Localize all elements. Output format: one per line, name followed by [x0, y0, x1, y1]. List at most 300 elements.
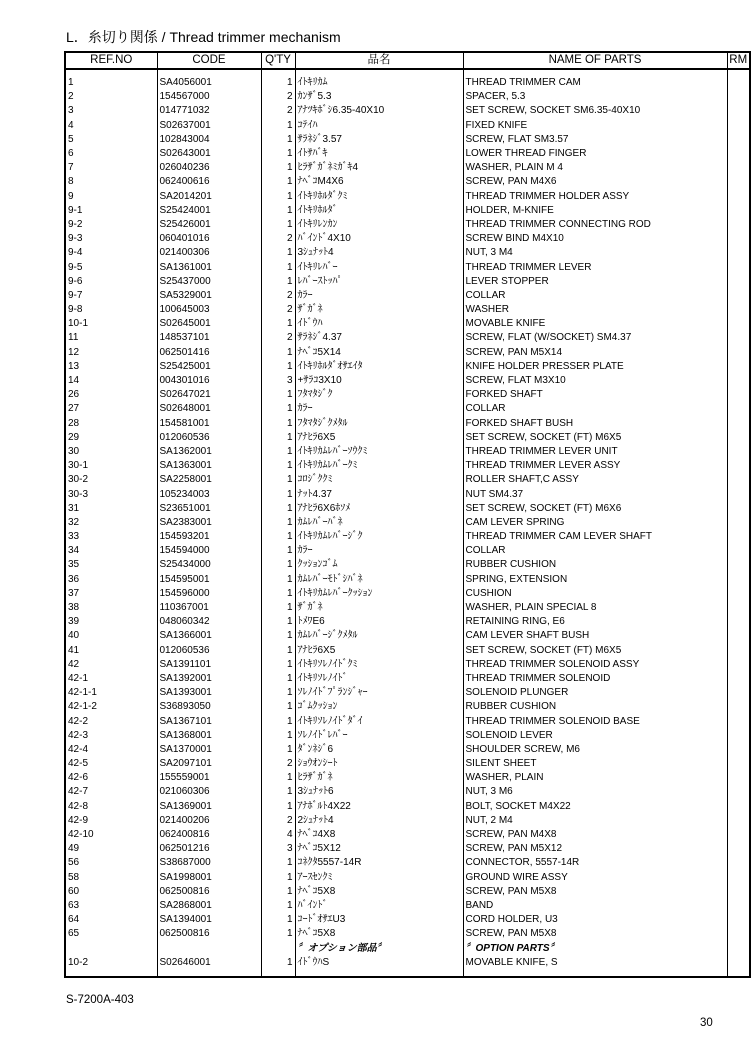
qty-cell: 1 [261, 771, 295, 785]
ref-no-cell: 9-7 [65, 289, 157, 303]
code-cell: SA5329001 [157, 289, 261, 303]
qty-cell: 1 [261, 119, 295, 133]
qty-cell: 1 [261, 785, 295, 799]
code-cell: SA1394001 [157, 913, 261, 927]
remarks-cell [727, 331, 750, 345]
qty-cell: 1 [261, 473, 295, 487]
part-name-cell: THREAD TRIMMER HOLDER ASSY [463, 190, 727, 204]
part-name-cell: NUT, 3 M4 [463, 246, 727, 260]
japanese-name-cell: ｱﾅﾋﾗ6X6ﾎｿﾒ [295, 502, 463, 516]
ref-no-cell: 28 [65, 417, 157, 431]
japanese-name-cell: ｺﾃｲﾊ [295, 119, 463, 133]
part-name-cell: SPACER, 5.3 [463, 90, 727, 104]
remarks-cell [727, 573, 750, 587]
ref-no-cell: 9-3 [65, 232, 157, 246]
japanese-name-cell: ｻﾞｶﾞﾈ [295, 303, 463, 317]
part-name-cell: LOWER THREAD FINGER [463, 147, 727, 161]
japanese-name-cell: ｶﾑﾚﾊﾞｰﾊﾞﾈ [295, 516, 463, 530]
ref-no-cell: 34 [65, 544, 157, 558]
qty-cell: 1 [261, 573, 295, 587]
ref-no-cell: 42-1 [65, 672, 157, 686]
part-name-cell: SILENT SHEET [463, 757, 727, 771]
table-row [65, 800, 750, 814]
code-cell: S25434000 [157, 558, 261, 572]
qty-cell: 1 [261, 516, 295, 530]
remarks-cell [727, 743, 750, 757]
japanese-name-cell: ｲﾄｷﾘｶﾑﾚﾊﾞｰｸﾐ [295, 459, 463, 473]
ref-no-cell: 14 [65, 374, 157, 388]
japanese-name-cell: ｶﾗｰ [295, 289, 463, 303]
remarks-cell [727, 885, 750, 899]
remarks-cell [727, 147, 750, 161]
ref-no-cell: 2 [65, 90, 157, 104]
part-name-cell: MOVABLE KNIFE [463, 317, 727, 331]
japanese-name-cell: ｱｰｽｾﾝｸﾐ [295, 871, 463, 885]
ref-no-cell: 36 [65, 573, 157, 587]
qty-cell: 1 [261, 615, 295, 629]
remarks-cell [727, 828, 750, 842]
remarks-cell [727, 672, 750, 686]
part-name-cell: CUSHION [463, 587, 727, 601]
code-cell: 100645003 [157, 303, 261, 317]
option-parts-jp-label: 〞オプション部品〞 [295, 941, 463, 955]
qty-cell: 2 [261, 104, 295, 118]
ref-no-cell: 42-1-2 [65, 700, 157, 714]
remarks-cell [727, 161, 750, 175]
code-cell: 102843004 [157, 133, 261, 147]
table-row [65, 232, 750, 246]
table-row [65, 104, 750, 118]
code-cell: SA2383001 [157, 516, 261, 530]
part-name-cell: THREAD TRIMMER LEVER UNIT [463, 445, 727, 459]
ref-no-cell: 42-3 [65, 729, 157, 743]
ref-no-cell: 30-3 [65, 487, 157, 501]
remarks-cell [727, 218, 750, 232]
part-name-cell: THREAD TRIMMER CONNECTING ROD [463, 218, 727, 232]
japanese-name-cell: ｲﾄｷﾘﾎﾙﾀﾞｵｻｴｲﾀ [295, 360, 463, 374]
code-cell: S36893050 [157, 700, 261, 714]
qty-cell: 1 [261, 417, 295, 431]
japanese-name-cell: ｲﾄｷﾘﾚﾊﾞｰ [295, 260, 463, 274]
remarks-cell [727, 856, 750, 870]
japanese-name-cell: ｱﾅﾋﾗ6X5 [295, 644, 463, 658]
table-row [65, 785, 750, 799]
japanese-name-cell: ｺﾞﾑｸｯｼｮﾝ [295, 700, 463, 714]
remarks-cell [727, 402, 750, 416]
japanese-name-cell: ﾄﾒﾜE6 [295, 615, 463, 629]
table-row [65, 388, 750, 402]
qty-cell: 1 [261, 431, 295, 445]
remarks-cell [727, 502, 750, 516]
japanese-name-cell: ｱﾅﾂｷﾎﾞｼ6.35-40X10 [295, 104, 463, 118]
qty-cell: 1 [261, 260, 295, 274]
japanese-name-cell: ｺﾈｸﾀ5557-14R [295, 856, 463, 870]
part-name-cell: SCREW BIND M4X10 [463, 232, 727, 246]
code-cell: 062500816 [157, 885, 261, 899]
part-name-cell: COLLAR [463, 544, 727, 558]
qty-cell: 1 [261, 275, 295, 289]
header-remarks: RM [727, 52, 750, 69]
code-cell: SA1393001 [157, 686, 261, 700]
code-cell: 021400206 [157, 814, 261, 828]
japanese-name-cell: 3ｼｭﾅｯﾄ4 [295, 246, 463, 260]
remarks-cell [727, 601, 750, 615]
table-row [65, 431, 750, 445]
code-cell: 062400616 [157, 175, 261, 189]
remarks-cell [727, 445, 750, 459]
qty-cell: 1 [261, 317, 295, 331]
part-name-cell: SCREW, FLAT M3X10 [463, 374, 727, 388]
table-row [65, 927, 750, 941]
qty-cell: 1 [261, 346, 295, 360]
code-cell: 155559001 [157, 771, 261, 785]
remarks-cell [727, 658, 750, 672]
japanese-name-cell: ｲﾄｷﾘﾚﾝｶﾝ [295, 218, 463, 232]
japanese-name-cell: ｻﾞｶﾞﾈ [295, 601, 463, 615]
page-number: 30 [700, 1017, 713, 1029]
ref-no-cell: 9-6 [65, 275, 157, 289]
japanese-name-cell: ｲﾄｷﾘｶﾑﾚﾊﾞｰｿｳｸﾐ [295, 445, 463, 459]
code-cell: 154595001 [157, 573, 261, 587]
ref-no-cell: 35 [65, 558, 157, 572]
qty-cell: 1 [261, 629, 295, 643]
qty-cell: 1 [261, 161, 295, 175]
code-cell: 048060342 [157, 615, 261, 629]
code-cell: 154593201 [157, 530, 261, 544]
remarks-cell [727, 714, 750, 728]
code-cell: SA2258001 [157, 473, 261, 487]
table-row [65, 629, 750, 643]
remarks-cell [727, 757, 750, 771]
ref-no-cell: 42-8 [65, 800, 157, 814]
qty-cell: 1 [261, 190, 295, 204]
qty-cell: 1 [261, 147, 295, 161]
remarks-cell [727, 360, 750, 374]
table-row [65, 516, 750, 530]
remarks-cell [727, 956, 750, 970]
part-name-cell: SCREW, PAN M5X12 [463, 842, 727, 856]
remarks-cell [727, 90, 750, 104]
part-name-cell: LEVER STOPPER [463, 275, 727, 289]
qty-cell: 1 [261, 672, 295, 686]
part-name-cell: SET SCREW, SOCKET (FT) M6X5 [463, 431, 727, 445]
part-name-cell: MOVABLE KNIFE, S [463, 956, 727, 970]
table-row [65, 90, 750, 104]
ref-no-cell [65, 941, 157, 955]
ref-no-cell: 9 [65, 190, 157, 204]
ref-no-cell: 9-8 [65, 303, 157, 317]
remarks-cell [727, 431, 750, 445]
part-name-cell: FORKED SHAFT BUSH [463, 417, 727, 431]
code-cell: S02646001 [157, 956, 261, 970]
part-name-cell: FIXED KNIFE [463, 119, 727, 133]
remarks-cell [727, 246, 750, 260]
table-row [65, 275, 750, 289]
part-name-cell: NUT SM4.37 [463, 487, 727, 501]
remarks-cell [727, 800, 750, 814]
japanese-name-cell: ｱﾅﾋﾗ6X5 [295, 431, 463, 445]
table-row [65, 161, 750, 175]
ref-no-cell: 9-4 [65, 246, 157, 260]
table-row [65, 672, 750, 686]
qty-cell: 1 [261, 487, 295, 501]
japanese-name-cell: ｲﾄｷﾘｶﾑ [295, 76, 463, 90]
ref-no-cell: 6 [65, 147, 157, 161]
part-name-cell: THREAD TRIMMER CAM LEVER SHAFT [463, 530, 727, 544]
japanese-name-cell: ｿﾚﾉｲﾄﾞﾚﾊﾞｰ [295, 729, 463, 743]
japanese-name-cell: ｲﾄｷﾘﾎﾙﾀﾞ [295, 204, 463, 218]
ref-no-cell: 26 [65, 388, 157, 402]
qty-cell: 1 [261, 530, 295, 544]
part-name-cell: THREAD TRIMMER CAM [463, 76, 727, 90]
japanese-name-cell: ﾋﾗｻﾞｶﾞﾈﾐｶﾞｷ4 [295, 161, 463, 175]
table-row [65, 587, 750, 601]
part-name-cell: SPRING, EXTENSION [463, 573, 727, 587]
part-name-cell: SCREW, PAN M5X8 [463, 885, 727, 899]
ref-no-cell: 30 [65, 445, 157, 459]
remarks-cell [727, 459, 750, 473]
code-cell: 105234003 [157, 487, 261, 501]
code-cell [157, 941, 261, 955]
ref-no-cell: 58 [65, 871, 157, 885]
part-name-cell: SOLENOID PLUNGER [463, 686, 727, 700]
code-cell: SA1366001 [157, 629, 261, 643]
table-row [65, 658, 750, 672]
remarks-cell [727, 232, 750, 246]
option-parts-heading-row [65, 941, 750, 955]
code-cell: SA1362001 [157, 445, 261, 459]
table-row [65, 530, 750, 544]
ref-no-cell: 42-5 [65, 757, 157, 771]
table-row [65, 487, 750, 501]
table-row [65, 360, 750, 374]
table-row [65, 175, 750, 189]
code-cell: S25426001 [157, 218, 261, 232]
part-name-cell: WASHER, PLAIN M 4 [463, 161, 727, 175]
japanese-name-cell: ﾊﾞｲﾝﾄﾞ [295, 899, 463, 913]
table-row [65, 601, 750, 615]
japanese-name-cell: ﾅﾍﾞｺM4X6 [295, 175, 463, 189]
code-cell: SA1367101 [157, 714, 261, 728]
table-row [65, 147, 750, 161]
remarks-cell [727, 190, 750, 204]
japanese-name-cell: ｼｮｳｵﾝｼｰﾄ [295, 757, 463, 771]
remarks-cell [727, 842, 750, 856]
qty-cell: 1 [261, 644, 295, 658]
remarks-cell [727, 544, 750, 558]
japanese-name-cell: ﾅﾍﾞｺ5X8 [295, 885, 463, 899]
qty-cell: 1 [261, 218, 295, 232]
parts-table [64, 51, 751, 978]
part-name-cell: WASHER, PLAIN [463, 771, 727, 785]
code-cell: 060401016 [157, 232, 261, 246]
part-name-cell: SCREW, FLAT SM3.57 [463, 133, 727, 147]
ref-no-cell: 29 [65, 431, 157, 445]
qty-cell: 1 [261, 700, 295, 714]
ref-no-cell: 30-2 [65, 473, 157, 487]
code-cell: SA1368001 [157, 729, 261, 743]
japanese-name-cell: ﾅﾍﾞｺ4X8 [295, 828, 463, 842]
japanese-name-cell: ｻﾗﾈｼﾞ4.37 [295, 331, 463, 345]
remarks-cell [727, 615, 750, 629]
table-row [65, 204, 750, 218]
japanese-name-cell: ﾌﾀﾏﾀｼﾞｸ [295, 388, 463, 402]
qty-cell: 1 [261, 601, 295, 615]
code-cell: 014771032 [157, 104, 261, 118]
remarks-cell [727, 629, 750, 643]
qty-cell: 1 [261, 686, 295, 700]
code-cell: SA1370001 [157, 743, 261, 757]
japanese-name-cell: ｶﾑﾚﾊﾞｰｼﾞｸﾒﾀﾙ [295, 629, 463, 643]
code-cell: SA1369001 [157, 800, 261, 814]
japanese-name-cell: ﾚﾊﾞｰｽﾄｯﾊﾟ [295, 275, 463, 289]
ref-no-cell: 41 [65, 644, 157, 658]
table-row [65, 374, 750, 388]
code-cell: 021400306 [157, 246, 261, 260]
remarks-cell [727, 204, 750, 218]
ref-no-cell: 9-2 [65, 218, 157, 232]
ref-no-cell: 42-9 [65, 814, 157, 828]
japanese-name-cell: 2ｼｭﾅｯﾄ4 [295, 814, 463, 828]
part-name-cell: RUBBER CUSHION [463, 700, 727, 714]
code-cell: SA1998001 [157, 871, 261, 885]
qty-cell: 1 [261, 204, 295, 218]
table-row [65, 573, 750, 587]
ref-no-cell: 37 [65, 587, 157, 601]
part-name-cell: SHOULDER SCREW, M6 [463, 743, 727, 757]
code-cell: 154596000 [157, 587, 261, 601]
japanese-name-cell: ｱﾅﾎﾞﾙﾄ4X22 [295, 800, 463, 814]
part-name-cell: BOLT, SOCKET M4X22 [463, 800, 727, 814]
ref-no-cell: 42-6 [65, 771, 157, 785]
part-name-cell: KNIFE HOLDER PRESSER PLATE [463, 360, 727, 374]
remarks-cell [727, 927, 750, 941]
code-cell: S25437000 [157, 275, 261, 289]
header-qty: Q'TY [261, 52, 295, 69]
part-name-cell: COLLAR [463, 289, 727, 303]
table-row [65, 133, 750, 147]
code-cell: S38687000 [157, 856, 261, 870]
code-cell: S25425001 [157, 360, 261, 374]
qty-cell: 3 [261, 374, 295, 388]
japanese-name-cell: ﾅﾍﾞｺ5X8 [295, 927, 463, 941]
code-cell: S23651001 [157, 502, 261, 516]
part-name-cell: THREAD TRIMMER LEVER [463, 260, 727, 274]
spacer-row [65, 69, 750, 76]
ref-no-cell: 13 [65, 360, 157, 374]
japanese-name-cell: ｲﾄｷﾘｶﾑﾚﾊﾞｰｸｯｼｮﾝ [295, 587, 463, 601]
ref-no-cell: 39 [65, 615, 157, 629]
table-row [65, 417, 750, 431]
remarks-cell [727, 104, 750, 118]
part-name-cell: COLLAR [463, 402, 727, 416]
table-row [65, 686, 750, 700]
ref-no-cell: 42-10 [65, 828, 157, 842]
code-cell: SA2014201 [157, 190, 261, 204]
table-row [65, 331, 750, 345]
qty-cell: 1 [261, 800, 295, 814]
table-row [65, 218, 750, 232]
ref-no-cell: 32 [65, 516, 157, 530]
table-row [65, 644, 750, 658]
part-name-cell: SET SCREW, SOCKET SM6.35-40X10 [463, 104, 727, 118]
ref-no-cell: 56 [65, 856, 157, 870]
table-row [65, 828, 750, 842]
table-row [65, 246, 750, 260]
table-row [65, 473, 750, 487]
qty-cell: 1 [261, 388, 295, 402]
remarks-cell [727, 558, 750, 572]
table-row [65, 700, 750, 714]
remarks-cell [727, 941, 750, 955]
japanese-name-cell: ｸｯｼｮﾝｺﾞﾑ [295, 558, 463, 572]
table-row [65, 885, 750, 899]
table-row [65, 289, 750, 303]
table-row [65, 445, 750, 459]
ref-no-cell: 33 [65, 530, 157, 544]
code-cell: SA2097101 [157, 757, 261, 771]
remarks-cell [727, 700, 750, 714]
code-cell: S02637001 [157, 119, 261, 133]
remarks-cell [727, 119, 750, 133]
header-name-of-parts: NAME OF PARTS [463, 52, 727, 69]
code-cell: SA2868001 [157, 899, 261, 913]
qty-cell: 1 [261, 558, 295, 572]
qty-cell: 2 [261, 289, 295, 303]
code-cell: S02645001 [157, 317, 261, 331]
qty-cell: 1 [261, 360, 295, 374]
qty-cell: 1 [261, 175, 295, 189]
part-name-cell: NUT, 3 M6 [463, 785, 727, 799]
ref-no-cell: 42-2 [65, 714, 157, 728]
qty-cell: 2 [261, 814, 295, 828]
japanese-name-cell: ﾅﾍﾞｺ5X14 [295, 346, 463, 360]
table-row [65, 913, 750, 927]
ref-no-cell: 30-1 [65, 459, 157, 473]
japanese-name-cell: ﾀﾞﾝﾈｼﾞ6 [295, 743, 463, 757]
remarks-cell [727, 785, 750, 799]
code-cell: 062501416 [157, 346, 261, 360]
code-cell: 154567000 [157, 90, 261, 104]
japanese-name-cell: ｲﾄｷﾘｿﾚﾉｲﾄﾞ [295, 672, 463, 686]
table-row [65, 119, 750, 133]
part-name-cell: SET SCREW, SOCKET (FT) M6X5 [463, 644, 727, 658]
qty-cell: 4 [261, 828, 295, 842]
table-row [65, 190, 750, 204]
japanese-name-cell: +ｻﾗｺ3X10 [295, 374, 463, 388]
japanese-name-cell: ｲﾄｷﾘｶﾑﾚﾊﾞｰｼﾞｸ [295, 530, 463, 544]
remarks-cell [727, 771, 750, 785]
japanese-name-cell: 3ｼｭﾅｯﾄ6 [295, 785, 463, 799]
part-name-cell: WASHER [463, 303, 727, 317]
remarks-cell [727, 530, 750, 544]
japanese-name-cell: ｻﾗﾈｼﾞ3.57 [295, 133, 463, 147]
ref-no-cell: 27 [65, 402, 157, 416]
ref-no-cell: 7 [65, 161, 157, 175]
japanese-name-cell: ｲﾄｷﾘｿﾚﾉｲﾄﾞﾀﾞｲ [295, 714, 463, 728]
part-name-cell: THREAD TRIMMER SOLENOID ASSY [463, 658, 727, 672]
code-cell: 062400816 [157, 828, 261, 842]
code-cell: 062500816 [157, 927, 261, 941]
part-name-cell: SCREW, PAN M4X6 [463, 175, 727, 189]
qty-cell [261, 941, 295, 955]
part-name-cell: GROUND WIRE ASSY [463, 871, 727, 885]
part-name-cell: RETAINING RING, E6 [463, 615, 727, 629]
table-row [65, 956, 750, 970]
table-row [65, 558, 750, 572]
japanese-name-cell: ｲﾄｷﾘﾎﾙﾀﾞｸﾐ [295, 190, 463, 204]
table-row [65, 260, 750, 274]
